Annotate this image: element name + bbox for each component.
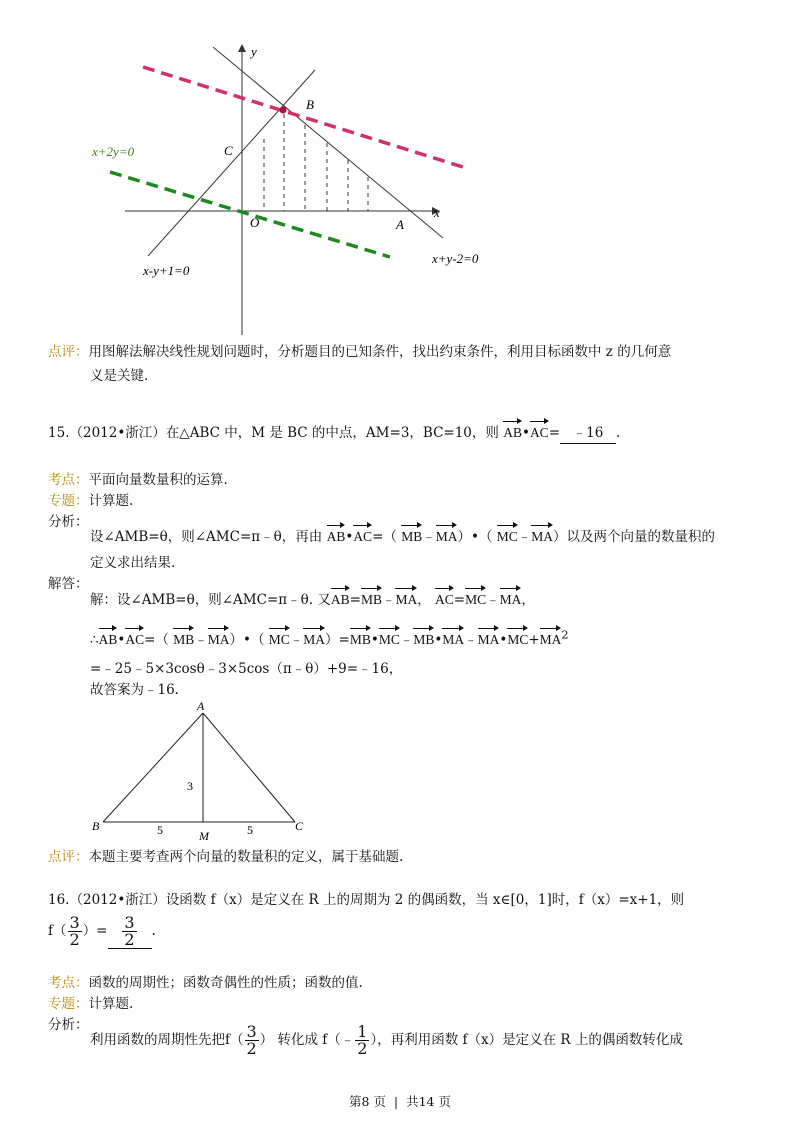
vec-ab: AB <box>503 418 522 443</box>
q15-jie-line2 <box>90 625 569 650</box>
tri-c-label: C <box>295 819 304 833</box>
q16-zhuanti <box>48 994 133 1014</box>
q15-zhuanti-text: 计算题. <box>88 493 134 509</box>
jie2-dot: • <box>117 632 126 648</box>
jie2-dot2: • <box>370 632 379 648</box>
fenxi-a: 设∠AMB=θ，则∠AMC=π﹣θ，再由 <box>90 529 323 545</box>
jie1-minus: ﹣ <box>381 592 396 608</box>
q16-fenxi-a: 利用函数的周期性先把 <box>90 1032 225 1048</box>
fenxi-vec-ma2: MA <box>531 522 553 547</box>
fenxi-close: ）以及两个向量的数量积的 <box>553 529 716 545</box>
eq-sign: = <box>548 425 561 441</box>
jie2-vec-mc3: MC <box>507 625 528 650</box>
q15-fenxi-line2: 定义求出结果. <box>90 555 176 571</box>
line-xy2-label: x+y-2=0 <box>432 251 479 266</box>
origin-label: O <box>250 215 260 230</box>
q16-expression <box>48 914 156 948</box>
q15-jie-line4: 故答案为﹣16. <box>90 682 179 698</box>
q15-kaodian-text: 平面向量数量积的运算. <box>88 472 228 488</box>
tri-a-label: A <box>197 699 205 713</box>
q16-fenxi-f: f（ <box>225 1032 244 1048</box>
jie2-square: 2 <box>561 628 569 642</box>
line-x2y-label: x+2y=0 <box>92 144 135 159</box>
q16-frac-num: 3 <box>69 913 80 932</box>
fenxi-minus2: ﹣ <box>517 529 532 545</box>
q15-answer: ﹣16 <box>560 423 616 444</box>
point-c-label: C <box>224 143 233 158</box>
tri-b-label: B <box>92 819 100 833</box>
jie1-minus2: ﹣ <box>486 592 500 608</box>
footer-page: 第8 页 <box>349 1094 386 1109</box>
fenxi-vec-mc: MC <box>497 522 518 547</box>
jie1-vec-ma2: MA <box>500 585 522 610</box>
line-x-y-plus-1 <box>148 70 315 256</box>
q15-zhuanti <box>48 491 133 511</box>
jie2-vec-ma4: MA <box>478 625 500 650</box>
jie2-vec-mb: MB <box>173 625 194 650</box>
line-xy1-label: x-y+1=0 <box>143 263 190 278</box>
jie1-vec-ma: MA <box>395 585 417 610</box>
q15-jie-line3: =﹣25﹣5×3cosθ﹣3×5cos（π﹣θ）+9=﹣16， <box>90 661 403 677</box>
jie1-a: 解：设∠AMB=θ，则∠AMC=π﹣θ. 又 <box>90 592 331 608</box>
q16-zhuanti-label: 专题： <box>48 996 89 1012</box>
jie1-vec-ac: AC <box>435 585 454 610</box>
tri-m-label: M <box>199 829 209 843</box>
jie2-vec-mb2: MB <box>350 625 371 650</box>
q16-zhuanti-text: 计算题. <box>88 996 134 1012</box>
q15-jieda-label: 解答： <box>48 576 89 592</box>
jie1-comma2: ， <box>521 592 535 608</box>
axis-x-label: x <box>434 205 440 220</box>
fenxi-minus: ﹣ <box>422 529 436 545</box>
line-x-plus-y-minus-2 <box>213 47 443 238</box>
q16-fenxi-num: 3 <box>246 1022 257 1041</box>
axis-y-label: y <box>251 44 257 59</box>
jie2-minus3: ﹣ <box>399 632 414 648</box>
q15-jie-line1 <box>90 585 535 610</box>
jie1-vec-ab: AB <box>331 585 350 610</box>
q16-kaodian <box>48 973 363 993</box>
q15-kaodian <box>48 470 228 490</box>
vec-ac: AC <box>530 418 549 443</box>
remark14-label: 点评： <box>48 344 89 360</box>
q16-source: （2012•浙江） <box>69 892 166 908</box>
remark14-line2: 义是关键. <box>90 368 149 384</box>
tri-am-length: 3 <box>187 779 193 793</box>
q15-dianping <box>48 847 403 867</box>
jie2-mid: ）•（ <box>229 632 265 648</box>
q16-kaodian-text: 函数的周期性；函数奇偶性的性质；函数的值. <box>88 975 363 991</box>
footer-total: 共14 页 <box>406 1094 451 1109</box>
jie2-vec-ac: AC <box>125 625 144 650</box>
q15-end: . <box>616 425 621 441</box>
jie2-vec-ma2: MA <box>303 625 325 650</box>
q15-number: 15. <box>48 425 70 441</box>
jie2-vec-mc: MC <box>269 625 290 650</box>
jie2-vec-ma: MA <box>208 625 230 650</box>
jie2-eq: =（ <box>144 632 169 648</box>
q16-fenxi-line <box>90 1022 800 1058</box>
fenxi-vec-ma: MA <box>436 522 458 547</box>
q15-source: （2012•浙江） <box>69 425 166 441</box>
side-ab <box>103 713 203 822</box>
tri-bm-length: 5 <box>157 823 163 837</box>
q16-answer <box>108 914 152 949</box>
fenxi-vec-ac: AC <box>353 522 372 547</box>
q15-zhuanti-label: 专题： <box>48 493 89 509</box>
jie2-minus: ﹣ <box>194 632 208 648</box>
q16-frac <box>68 915 82 948</box>
q16-f-close: ）= <box>82 923 108 939</box>
q16-text: 设函数 f（x）是定义在 R 上的周期为 2 的偶函数，当 x∈[0，1]时，f（x）=x+1，则 <box>165 892 685 908</box>
linear-programming-figure <box>0 0 800 345</box>
point-a-label: A <box>396 217 404 232</box>
q16-kaodian-label: 考点： <box>48 975 89 991</box>
jie2-minus4: ﹣ <box>464 632 478 648</box>
fenxi-eq: =（ <box>372 529 397 545</box>
jie2-therefore: ∴ <box>90 632 99 648</box>
jie2-eq2: ）= <box>325 632 350 648</box>
q16-fenxi-b: 转化成 f（﹣ <box>277 1032 355 1048</box>
jie2-plus: + <box>528 632 540 648</box>
q15-kaodian-label: 考点： <box>48 472 89 488</box>
q15-question <box>48 418 620 444</box>
q15-fenxi-line1 <box>90 522 715 547</box>
remark14-line1: 用图解法解决线性规划问题时，分析题目的已知条件，找出约束条件，利用目标函数中 z 的几何意 <box>88 344 672 360</box>
q16-fenxi-den2: 2 <box>357 1039 368 1058</box>
q15-text: 在△ABC 中，M 是 BC 的中点，AM=3，BC=10，则 <box>165 425 499 441</box>
jie2-minus2: ﹣ <box>289 632 304 648</box>
triangle-figure <box>0 695 800 845</box>
y-axis-arrow <box>238 44 246 52</box>
point-b-label: B <box>306 97 314 112</box>
jie1-vec-mc: MC <box>465 585 486 610</box>
dot-op: • <box>521 425 530 441</box>
jie1-comma: ， <box>417 592 431 608</box>
q15-dianping-text: 本题主要考查两个向量的数量积的定义，属于基础题. <box>88 849 404 865</box>
q16-fenxi-frac2 <box>355 1024 369 1057</box>
jie1-eq2: = <box>453 592 466 608</box>
q16-fenxi-c: ），再利用函数 f（x）是定义在 R 上的偶函数转化成 <box>370 1032 683 1048</box>
jie2-vec-ab: AB <box>99 625 118 650</box>
jie1-vec-mb: MB <box>361 585 382 610</box>
q16-question <box>48 890 684 910</box>
jie2-dot3: • <box>434 632 443 648</box>
q16-frac-den: 2 <box>69 930 80 949</box>
q16-f-open: f（ <box>48 923 67 939</box>
q16-fenxi-den: 2 <box>246 1039 257 1058</box>
q16-number: 16. <box>48 892 70 908</box>
fenxi-mid: ）•（ <box>457 529 493 545</box>
q16-fenxi-num2: 1 <box>357 1022 368 1041</box>
fenxi-dot: • <box>345 529 354 545</box>
jie2-vec-mb3: MB <box>413 625 434 650</box>
footer-sep: | <box>393 1094 399 1109</box>
jie1-eq: = <box>349 592 361 608</box>
jie2-vec-mc2: MC <box>379 625 400 650</box>
q15-fenxi-label: 分析： <box>48 514 89 530</box>
q16-ans-num: 3 <box>124 913 135 932</box>
jie2-vec-ma5: MA <box>540 625 562 650</box>
fenxi-vec-mb: MB <box>401 522 422 547</box>
q16-fenxi-label: 分析： <box>48 1017 89 1033</box>
page-footer <box>0 1092 800 1112</box>
q16-end: . <box>151 923 156 939</box>
jie2-vec-ma3: MA <box>442 625 464 650</box>
remark14 <box>48 342 671 362</box>
point-b-dot <box>280 107 287 114</box>
fenxi-vec-ab: AB <box>327 522 346 547</box>
tri-mc-length: 5 <box>247 823 253 837</box>
jie2-dot4: • <box>499 632 508 648</box>
q16-fenxi-close: ） <box>259 1032 274 1048</box>
q15-dianping-label: 点评： <box>48 849 89 865</box>
side-ac <box>203 713 295 822</box>
q16-ans-den: 2 <box>124 930 135 949</box>
q16-fenxi-frac <box>245 1024 259 1057</box>
